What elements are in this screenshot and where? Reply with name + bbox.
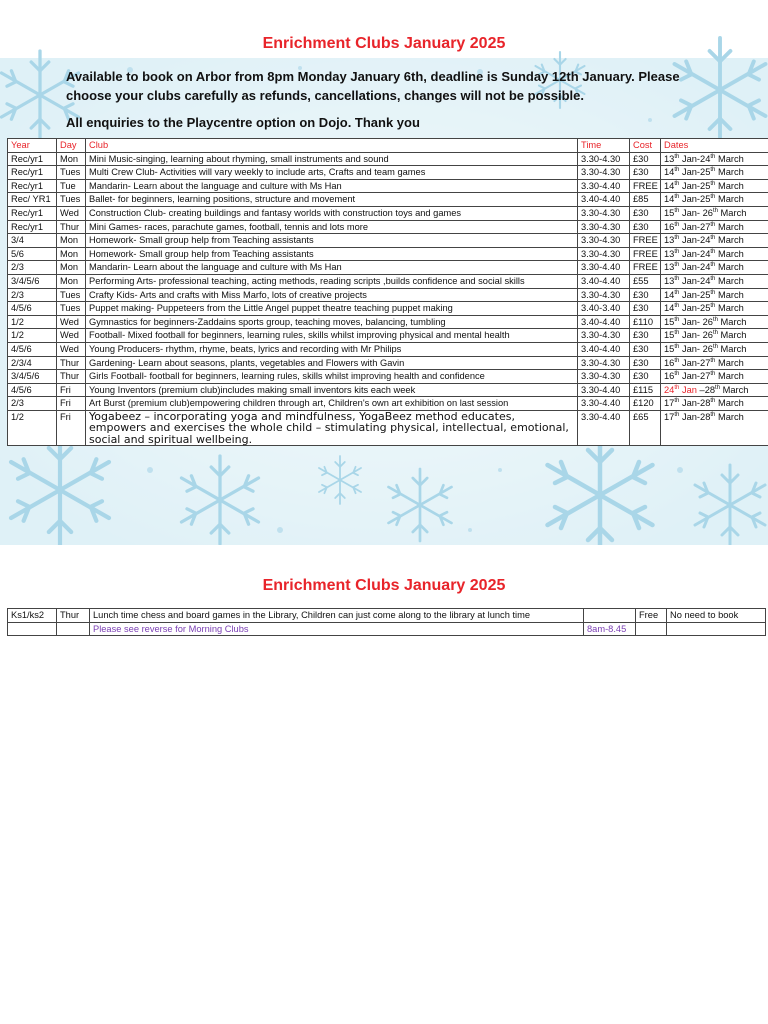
date-start-day: 14: [664, 194, 675, 205]
date-suffix: th: [674, 194, 680, 201]
date-suffix: th: [710, 167, 716, 174]
date-start-day: 14: [664, 289, 675, 300]
enquiries-line: All enquiries to the Playcentre option on Dojo. Thank you: [66, 115, 420, 130]
cell-year: Ks1/ks2: [8, 609, 57, 623]
cell-day: [57, 622, 90, 636]
cell-year: Rec/yr1: [8, 179, 57, 193]
date-start-day: 17: [664, 398, 675, 409]
date-suffix: th: [710, 221, 716, 228]
date-mid: Jan-24: [679, 275, 711, 286]
cell-day: Tues: [57, 193, 86, 207]
cell-day: Fri: [57, 397, 86, 411]
table-row: [8, 193, 768, 207]
table-row: [8, 410, 768, 446]
date-start-day: 14: [664, 303, 675, 314]
date-end: March: [715, 411, 744, 422]
booking-info-line: choose your clubs carefully as refunds, cancellations, changes will not be possible.: [66, 88, 584, 103]
date-suffix: th: [715, 384, 721, 391]
date-suffix: th: [674, 248, 680, 255]
date-start-day: 17: [664, 411, 675, 422]
table-row: [8, 179, 768, 193]
date-suffix: th: [712, 316, 718, 323]
cell-year: Rec/yr1: [8, 152, 57, 166]
clubs-table: [7, 138, 768, 446]
date-suffix: th: [710, 357, 716, 364]
date-suffix: th: [674, 357, 680, 364]
table-row: [8, 356, 768, 370]
date-mid: Jan- 26: [679, 207, 713, 218]
cell-time: 3.30-4.30: [578, 288, 630, 302]
date-suffix: th: [710, 262, 716, 269]
cell-day: Wed: [57, 342, 86, 356]
cell-day: Tues: [57, 302, 86, 316]
date-suffix: th: [674, 411, 680, 418]
date-start-day: 13: [664, 153, 675, 164]
cell-day: Thur: [57, 370, 86, 384]
date-suffix: th: [674, 289, 680, 296]
date-end: March: [715, 167, 744, 178]
cell-club: Yogabeez – incorporating yoga and mindfulness, YogaBeez method educates, empowers and exercises the whole child – stimulating physical, intellectual, emotional, social and spiritual wellbeing.: [86, 410, 578, 446]
cell-day: Thur: [57, 609, 90, 623]
date-suffix: th: [674, 180, 680, 187]
cell-cost: Free: [636, 609, 667, 623]
cell-time: 3.40-4.40: [578, 274, 630, 288]
date-start-day: 16: [664, 221, 675, 232]
cell-day: Fri: [57, 383, 86, 397]
cell-dates: [661, 152, 768, 166]
cell-year: 2/3: [8, 288, 57, 302]
cell-year: Rec/yr1: [8, 206, 57, 220]
date-suffix: th: [710, 194, 716, 201]
cell-year: Rec/yr1: [8, 166, 57, 180]
cell-day: Fri: [57, 410, 86, 446]
date-end: March: [715, 303, 744, 314]
table-row: [8, 234, 768, 248]
cell-club: Multi Crew Club- Activities will vary weekly to include arts, Crafts and team games: [86, 166, 578, 180]
date-start-day: 13: [664, 275, 675, 286]
date-mid: Jan- 26: [679, 330, 713, 341]
cell-day: Wed: [57, 329, 86, 343]
cell-cost: £55: [630, 274, 661, 288]
cell-dates: [661, 261, 768, 275]
date-end: March: [717, 330, 747, 341]
date-mid: Jan-25: [679, 167, 711, 178]
cell-year: 3/4/5/6: [8, 274, 57, 288]
cell-year: 4/5/6: [8, 342, 57, 356]
date-suffix: th: [710, 303, 716, 310]
date-mid: Jan-25: [679, 194, 711, 205]
cell-dates: [661, 166, 768, 180]
cell-club: Construction Club- creating buildings and fantasy worlds with construction toys and games: [86, 206, 578, 220]
cell-year: 2/3: [8, 261, 57, 275]
date-end: March: [715, 221, 744, 232]
cell-time: 3.40-4.40: [578, 315, 630, 329]
cell-dates: [661, 179, 768, 193]
cell-dates: [661, 274, 768, 288]
table-row: [8, 370, 768, 384]
cell-dates: [661, 397, 768, 411]
date-suffix: th: [712, 343, 718, 350]
cell-dates: [667, 622, 766, 636]
date-end: March: [715, 398, 744, 409]
cell-club: Performing Arts- professional teaching, acting methods, reading scripts ,builds confidence and social skills: [86, 274, 578, 288]
date-start-day: 13: [664, 262, 675, 273]
date-suffix: th: [674, 303, 680, 310]
cell-cost: [636, 622, 667, 636]
date-suffix: th: [710, 153, 716, 160]
cell-club: Crafty Kids- Arts and crafts with Miss Marfo, lots of creative projects: [86, 288, 578, 302]
date-suffix: th: [674, 384, 680, 391]
cell-time: 3.30-4.30: [578, 370, 630, 384]
cell-club: Mandarin- Learn about the language and culture with Ms Han: [86, 261, 578, 275]
cell-club: Football- Mixed football for beginners, learning rules, skills whilst improving physical and mental health: [86, 329, 578, 343]
cell-day: Wed: [57, 315, 86, 329]
date-mid: Jan: [679, 384, 697, 395]
cell-day: Tues: [57, 166, 86, 180]
cell-club: Mini Music-singing, learning about rhyming, small instruments and sound: [86, 152, 578, 166]
date-suffix: th: [712, 330, 718, 337]
header-day: Day: [57, 139, 86, 153]
cell-dates: [661, 206, 768, 220]
cell-time: [584, 609, 636, 623]
date-end: March: [715, 180, 744, 191]
page-title: Enrichment Clubs January 2025: [262, 35, 506, 52]
cell-year: 2/3/4: [8, 356, 57, 370]
cell-cost: FREE: [630, 179, 661, 193]
cell-time: 3.30-4.40: [578, 397, 630, 411]
date-mid: Jan-24: [679, 248, 711, 259]
cell-club: Lunch time chess and board games in the Library, Children can just come along to the library at lunch time: [90, 609, 584, 623]
date-suffix: th: [710, 275, 716, 282]
date-end: March: [717, 207, 747, 218]
cell-day: Mon: [57, 234, 86, 248]
date-suffix: th: [674, 330, 680, 337]
cell-club: Homework- Small group help from Teaching assistants: [86, 247, 578, 261]
cell-club: Girls Football- football for beginners, learning rules, skills whilst improving health and confidence: [86, 370, 578, 384]
date-end: March: [715, 275, 744, 286]
date-suffix: th: [674, 262, 680, 269]
date-start-day: 14: [664, 167, 675, 178]
cell-year: Rec/ YR1: [8, 193, 57, 207]
cell-cost: FREE: [630, 261, 661, 275]
cell-cost: £65: [630, 410, 661, 446]
date-suffix: th: [674, 398, 680, 405]
date-end: March: [715, 248, 744, 259]
cell-year: 3/4/5/6: [8, 370, 57, 384]
booking-info: [66, 67, 706, 132]
date-suffix: th: [674, 221, 680, 228]
date-end: March: [715, 235, 744, 246]
cell-club: Young Inventors (premium club)includes making small inventors kits each week: [86, 383, 578, 397]
booking-info-line: Available to book on Arbor from 8pm Monday January 6th, deadline is Sunday 12th January. Please: [66, 69, 680, 84]
table-row: [8, 342, 768, 356]
cell-dates: [661, 356, 768, 370]
date-suffix: th: [674, 167, 680, 174]
date-mid: Jan-24: [679, 235, 711, 246]
cell-cost: FREE: [630, 234, 661, 248]
date-suffix: th: [710, 371, 716, 377]
date-mid: Jan-28: [679, 398, 711, 409]
cell-cost: £30: [630, 152, 661, 166]
cell-year: 1/2: [8, 315, 57, 329]
cell-time: 3.30-4.40: [578, 179, 630, 193]
cell-day: Tue: [57, 179, 86, 193]
header-year: Year: [8, 139, 57, 153]
date-start-day: 16: [664, 357, 675, 368]
date-mid: Jan-24: [679, 262, 711, 273]
date-end: March: [717, 343, 747, 354]
cell-day: Thur: [57, 220, 86, 234]
cell-dates: [661, 193, 768, 207]
cell-year: 4/5/6: [8, 302, 57, 316]
cell-year: Rec/yr1: [8, 220, 57, 234]
cell-cost: £30: [630, 356, 661, 370]
cell-club: Puppet making- Puppeteers from the Little Angel puppet theatre teaching puppet making: [86, 302, 578, 316]
table-row: [8, 288, 768, 302]
cell-dates: [661, 247, 768, 261]
cell-dates: [661, 302, 768, 316]
cell-day: Mon: [57, 274, 86, 288]
cell-time: 3.30-4.30: [578, 234, 630, 248]
table-row: [8, 397, 768, 411]
header-club: Club: [86, 139, 578, 153]
date-start-day: 15: [664, 343, 675, 354]
cell-day: Mon: [57, 247, 86, 261]
date-suffix: th: [674, 371, 680, 377]
date-suffix: th: [674, 235, 680, 242]
cell-time: 3.30-4.30: [578, 220, 630, 234]
cell-time: 3.30-4.30: [578, 206, 630, 220]
date-suffix: th: [712, 207, 718, 214]
date-end: March: [715, 153, 744, 164]
cell-cost: £30: [630, 166, 661, 180]
cell-club: Gymnastics for beginners-Zaddains sports group, teaching moves, balancing, tumbling: [86, 315, 578, 329]
cell-cost: £85: [630, 193, 661, 207]
date-end: March: [720, 384, 749, 395]
cell-cost: £30: [630, 302, 661, 316]
date-end: March: [717, 316, 747, 327]
cell-cost: FREE: [630, 247, 661, 261]
cell-dates: No need to book: [667, 609, 766, 623]
cell-time: 3.40-4.40: [578, 193, 630, 207]
cell-club: Homework- Small group help from Teaching assistants: [86, 234, 578, 248]
cell-day: Wed: [57, 206, 86, 220]
cell-dates: [661, 383, 768, 397]
date-suffix: th: [674, 343, 680, 350]
table-row: [8, 166, 768, 180]
cell-day: Mon: [57, 261, 86, 275]
date-start-day: 15: [664, 330, 675, 341]
cell-dates: [661, 220, 768, 234]
cell-dates: [661, 329, 768, 343]
date-suffix: th: [710, 289, 716, 296]
page-two-title: Enrichment Clubs January 2025: [262, 577, 506, 594]
cell-club: Mini Games- races, parachute games, football, tennis and lots more: [86, 220, 578, 234]
table-row: [8, 274, 768, 288]
date-start-day: 15: [664, 316, 675, 327]
cell-day: Mon: [57, 152, 86, 166]
cell-cost: £30: [630, 342, 661, 356]
cell-year: [8, 622, 57, 636]
date-start-day: 15: [664, 207, 675, 218]
cell-time: 3.30-4.40: [578, 383, 630, 397]
date-end: March: [715, 289, 744, 300]
date-end: March: [715, 262, 744, 273]
cell-year: 4/5/6: [8, 383, 57, 397]
cell-club: Mandarin- Learn about the language and culture with Ms Han: [86, 179, 578, 193]
cell-time: 3.30-4.30: [578, 356, 630, 370]
date-end: March: [715, 194, 744, 205]
date-mid: Jan-27: [679, 221, 711, 232]
date-suffix: th: [710, 248, 716, 255]
date-start-day: 13: [664, 235, 675, 246]
header-time: Time: [578, 139, 630, 153]
date-mid: Jan-24: [679, 153, 711, 164]
date-suffix: th: [710, 411, 716, 418]
date-start-day: 24: [664, 384, 675, 395]
cell-dates: [661, 288, 768, 302]
date-suffix: th: [674, 316, 680, 323]
header-dates: Dates: [661, 139, 768, 153]
cell-year: 5/6: [8, 247, 57, 261]
cell-dates: [661, 234, 768, 248]
table-row: [8, 609, 766, 623]
table-row: [8, 247, 768, 261]
date-suffix: th: [710, 180, 716, 187]
date-suffix: th: [674, 207, 680, 214]
cell-time: 3.30-4.40: [578, 410, 630, 446]
cell-time: 3.30-4.30: [578, 152, 630, 166]
cell-club: Art Burst (premium club)empowering children through art, Children's own art exhibition on last session: [86, 397, 578, 411]
cell-time: 3.30-4.30: [578, 247, 630, 261]
date-suffix: th: [710, 398, 716, 405]
cell-year: 1/2: [8, 410, 57, 446]
cell-cost: £30: [630, 288, 661, 302]
table-row: [8, 383, 768, 397]
date-end: March: [715, 357, 744, 368]
date-mid: Jan- 26: [679, 316, 713, 327]
cell-club: Ballet- for beginners, learning positions, structure and movement: [86, 193, 578, 207]
cell-dates: [661, 342, 768, 356]
date-mid: Jan-27: [679, 357, 711, 368]
table-header-row: [8, 139, 768, 153]
cell-cost: £30: [630, 206, 661, 220]
cell-dates: [661, 370, 768, 384]
table-row: [8, 152, 768, 166]
table-row: [8, 261, 768, 275]
cell-year: 3/4: [8, 234, 57, 248]
cell-day: Thur: [57, 356, 86, 370]
cell-cost: £30: [630, 329, 661, 343]
cell-club: Young Producers- rhythm, rhyme, beats, lyrics and recording with Mr Philips: [86, 342, 578, 356]
date-mid: Jan-25: [679, 289, 711, 300]
date-suffix: th: [710, 235, 716, 242]
date-mid: Jan-28: [679, 411, 711, 422]
date-mid: Jan-25: [679, 303, 711, 314]
cell-cost: £30: [630, 370, 661, 384]
cell-cost: £110: [630, 315, 661, 329]
cell-cost: £120: [630, 397, 661, 411]
cell-time: 8am-8.45: [584, 622, 636, 636]
date-suffix: th: [674, 275, 680, 282]
cell-time: 3.40-3.40: [578, 302, 630, 316]
date-start-day: 16: [664, 371, 675, 382]
table-row: [8, 206, 768, 220]
date-end: March: [715, 371, 744, 382]
table-row: [8, 329, 768, 343]
date-suffix: th: [674, 153, 680, 160]
table-row: [8, 220, 768, 234]
date-mid: Jan-25: [679, 180, 711, 191]
date-mid-end: –28: [696, 384, 716, 395]
lunch-clubs-table: [7, 608, 766, 636]
date-start-day: 13: [664, 248, 675, 259]
cell-club: Gardening- Learn about seasons, plants, vegetables and Flowers with Gavin: [86, 356, 578, 370]
cell-dates: [661, 315, 768, 329]
cell-cost: £30: [630, 220, 661, 234]
cell-cost: £115: [630, 383, 661, 397]
cell-time: 3.30-4.30: [578, 166, 630, 180]
date-start-day: 14: [664, 180, 675, 191]
morning-clubs-note: Please see reverse for Morning Clubs: [90, 622, 584, 636]
cell-time: 3.30-4.30: [578, 329, 630, 343]
date-mid: Jan-27: [679, 371, 711, 382]
cell-dates: [661, 410, 768, 446]
date-mid: Jan- 26: [679, 343, 713, 354]
cell-day: Tues: [57, 288, 86, 302]
header-cost: Cost: [630, 139, 661, 153]
table-row: [8, 302, 768, 316]
cell-time: 3.30-4.40: [578, 261, 630, 275]
cell-time: 3.40-4.40: [578, 342, 630, 356]
table-row: [8, 622, 766, 636]
table-row: [8, 315, 768, 329]
cell-year: 2/3: [8, 397, 57, 411]
cell-year: 1/2: [8, 329, 57, 343]
